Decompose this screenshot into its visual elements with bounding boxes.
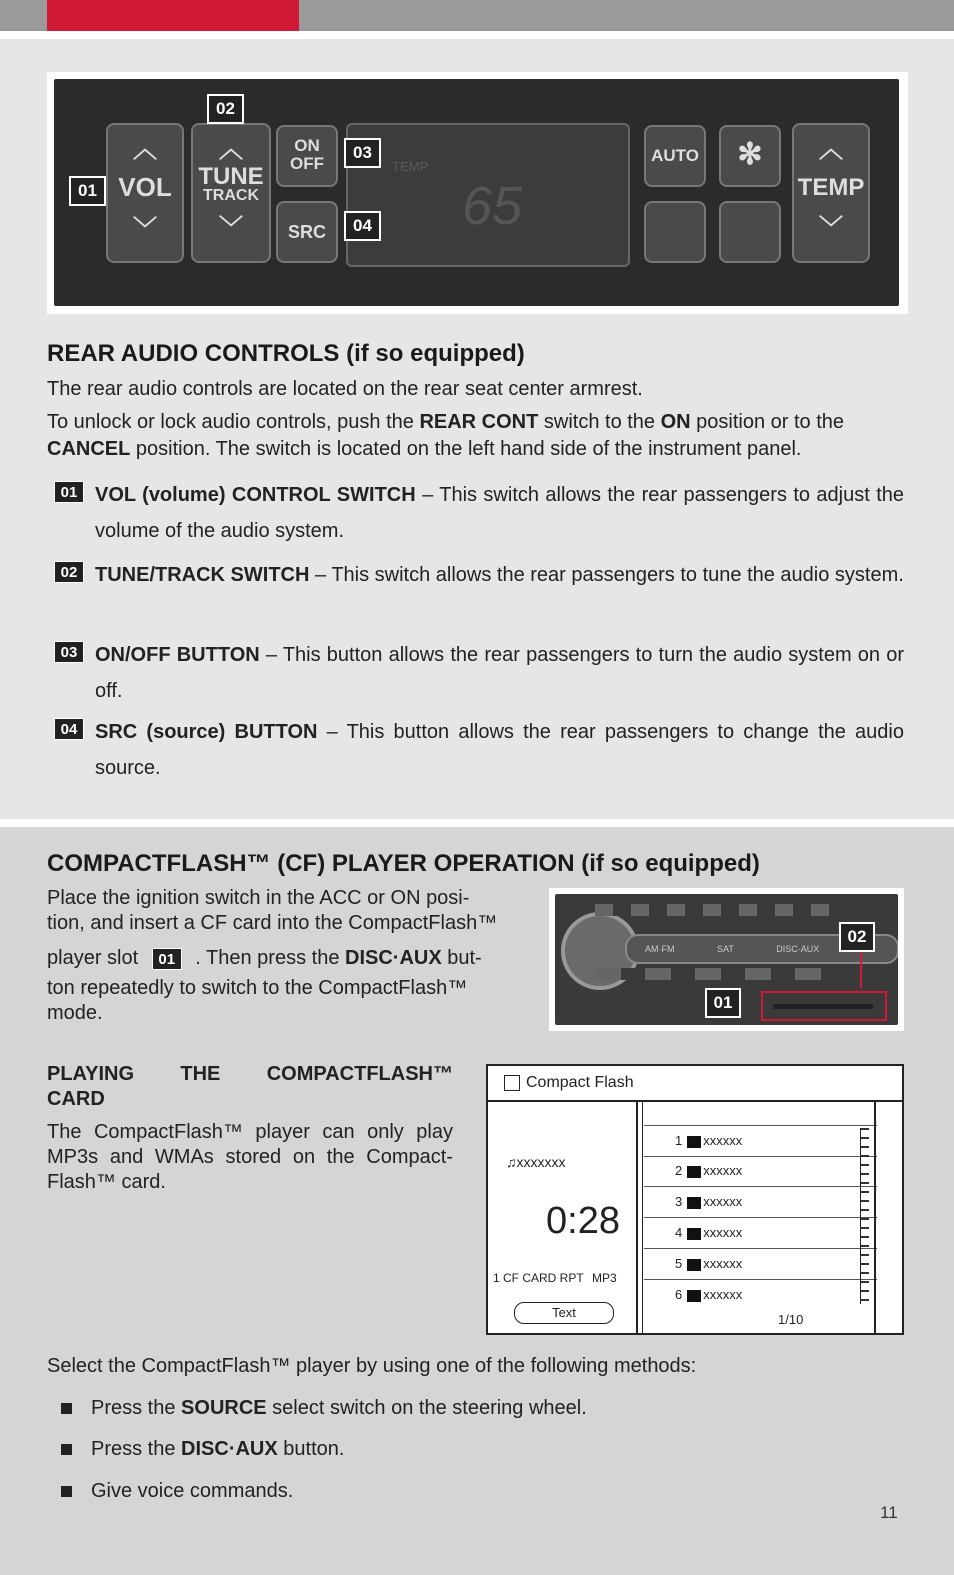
rear-item-vol: 01 VOL (volume) CONTROL SWITCH – This switch allows the rear passengers to adjust the volume of the audio system. [54, 477, 904, 549]
callout-01: 01 [705, 988, 741, 1018]
song-title: ♫xxxxxxx [506, 1154, 566, 1170]
top-bar [0, 0, 954, 31]
page-indicator: 1/10 [778, 1312, 804, 1327]
page-number: 11 [880, 1503, 898, 1522]
rear-audio-panel-image [47, 72, 908, 314]
item-tag: 03 [54, 641, 84, 663]
vol-button [106, 123, 184, 263]
item-tag: 04 [54, 718, 84, 740]
blank-button-1 [644, 201, 706, 263]
screen-divider [636, 1100, 643, 1333]
auto-button [644, 125, 706, 187]
on-off-button [276, 125, 338, 187]
folder-icon [687, 1259, 701, 1271]
temp-label: TEMP [797, 174, 865, 201]
playing-text: The CompactFlash™ player can only play MP3s and WMAs stored on the Compact- Flash™ card. [47, 1121, 453, 1193]
method-item: Press the SOURCE select switch on the steering wheel. [61, 1395, 587, 1422]
folder-icon [687, 1166, 701, 1178]
callout-02: 02 [839, 922, 875, 952]
bullet-square-icon [61, 1403, 72, 1414]
temp-display-value: 65 [462, 176, 523, 236]
scroll-track-line [874, 1100, 876, 1333]
file-format: MP3 [592, 1271, 617, 1285]
src-button [276, 201, 338, 263]
track-label: TRACK [203, 187, 259, 204]
select-intro: Select the CompactFlash™ player by using one of the following methods: [47, 1355, 697, 1377]
slot-tag: 01 [152, 948, 182, 970]
preset-row [595, 904, 845, 916]
track-item[interactable]: 2 xxxxxx [644, 1156, 877, 1187]
chevron-down-icon: ﹀ [219, 215, 243, 242]
temperature-display [346, 123, 630, 267]
folder-icon [687, 1290, 701, 1302]
fan-button [719, 125, 781, 187]
track-item[interactable]: 4 xxxxxx [644, 1218, 877, 1249]
tune-label: TUNE [198, 163, 264, 190]
cf-slot-highlight [761, 991, 887, 1021]
method-item: Give voice commands. [61, 1478, 293, 1505]
chevron-down-icon: ﹀ [819, 215, 843, 242]
mode-buttons: AM·FM SAT DISC·AUX [625, 934, 898, 964]
cf-screen [486, 1064, 904, 1335]
chevron-up-icon: ︿ [219, 136, 243, 163]
temp-display-label: TEMP [392, 159, 429, 174]
rear-item-tune: 02 TUNE/TRACK SWITCH – This switch allows the rear passengers to tune the audio system. [54, 557, 904, 593]
item-tag: 02 [54, 561, 84, 583]
src-label: SRC [287, 222, 326, 242]
folder-icon [687, 1136, 701, 1148]
callout-03: 03 [344, 138, 381, 168]
function-row [595, 968, 845, 980]
playback-status: 1 CF CARD RPT [493, 1271, 584, 1285]
screen-title: Compact Flash [526, 1074, 634, 1091]
chevron-down-icon: ﹀ [133, 216, 157, 243]
rear-item-src: 04 SRC (source) BUTTON – This button allows the rear passengers to change the audio source. [54, 714, 904, 786]
off-label: OFF [290, 154, 324, 173]
callout-04: 04 [344, 211, 381, 241]
screen-title-bar [488, 1066, 902, 1102]
on-label: ON [294, 136, 320, 155]
rear-audio-heading: REAR AUDIO CONTROLS (if so equipped) [47, 340, 525, 367]
rear-item-onoff: 03 ON/OFF BUTTON – This button allows the rear passengers to turn the audio system on or off. [54, 637, 904, 709]
play-time: 0:28 [546, 1200, 620, 1242]
item-tag: 01 [54, 481, 84, 503]
callout-02: 02 [207, 94, 244, 124]
rear-audio-panel [54, 79, 899, 306]
track-item[interactable]: 1 xxxxxx [644, 1125, 877, 1157]
rear-audio-intro: The rear audio controls are located on the rear seat center armrest. [47, 378, 643, 400]
cf-intro: Place the ignition switch in the ACC or ON posi- tion, and insert a CF card into the CompactFlash™ player slot 01 . Then press the DISC·AUX but- ton repeatedly to switch to the CompactFlash™ mode. [47, 887, 498, 1024]
text-button[interactable]: Text [514, 1302, 614, 1324]
folder-icon [687, 1197, 701, 1209]
bullet-square-icon [61, 1486, 72, 1497]
cf-card-icon [504, 1075, 520, 1091]
auto-label: AUTO [651, 146, 699, 165]
folder-icon [687, 1228, 701, 1240]
cf-slot-image [549, 888, 904, 1031]
fan-icon: ✻ [737, 138, 763, 171]
cf-heading: COMPACTFLASH™ (CF) PLAYER OPERATION (if so equipped) [47, 850, 760, 877]
track-item[interactable]: 5 xxxxxx [644, 1249, 877, 1280]
chevron-up-icon: ︿ [133, 136, 157, 163]
callout-01: 01 [69, 176, 106, 206]
method-item: Press the DISC·AUX button. [61, 1436, 344, 1463]
playing-heading: PLAYING THE COMPACTFLASH™ CARD [47, 1063, 453, 1110]
vol-label: VOL [118, 172, 172, 202]
top-bar-accent [47, 0, 299, 31]
list-scrollbar[interactable] [860, 1128, 869, 1304]
chevron-up-icon: ︿ [819, 136, 843, 163]
cf-slot [773, 1004, 873, 1009]
rear-audio-unlock: To unlock or lock audio controls, push the REAR CONT switch to the ON position or to the CANCEL position. The switch is located on the left hand side of the instrument panel. [47, 411, 845, 460]
track-item[interactable]: 6 xxxxxx [675, 1287, 743, 1302]
temp-button [792, 123, 870, 263]
tune-track-button [191, 123, 271, 263]
bullet-square-icon [61, 1444, 72, 1455]
track-item[interactable]: 3 xxxxxx [644, 1187, 877, 1218]
blank-button-2 [719, 201, 781, 263]
